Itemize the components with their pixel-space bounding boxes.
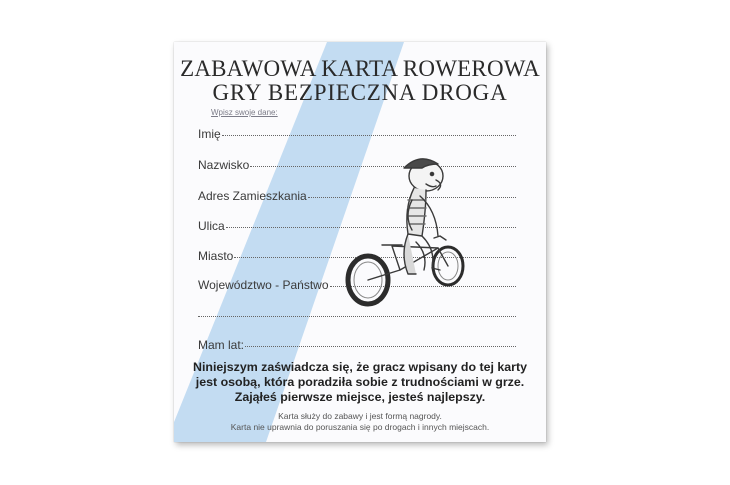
certification-statement bbox=[174, 360, 546, 405]
note-line-1: Karta służy do zabawy i jest formą nagrody. bbox=[278, 411, 442, 421]
statement-line-2: jest osobą, która poradziła sobie z trudnościami w grze. bbox=[195, 375, 525, 389]
field-name[interactable] bbox=[198, 127, 516, 141]
field-region-label: Województwo - Państwo bbox=[198, 278, 329, 292]
field-address-label: Adres Zamieszkania bbox=[198, 189, 307, 203]
fill-in-hint: Wpisz swoje dane: bbox=[211, 108, 278, 117]
field-surname-label: Nazwisko bbox=[198, 158, 250, 172]
field-age-label: Mam lat: bbox=[198, 338, 245, 352]
field-name-line bbox=[222, 135, 516, 136]
disclaimer-note bbox=[174, 411, 546, 432]
field-extra-line[interactable] bbox=[198, 316, 516, 317]
field-street-label: Ulica bbox=[198, 219, 225, 233]
bike-card bbox=[174, 42, 546, 442]
statement-line-3: Zająłeś pierwsze miejsce, jesteś najlepszy. bbox=[234, 390, 486, 404]
statement-line-1: Niniejszym zaświadcza się, że gracz wpisany do tej karty bbox=[193, 360, 527, 374]
field-city-label: Miasto bbox=[198, 249, 234, 263]
note-line-2: Karta nie uprawnia do poruszania się po drogach i innych miejscach. bbox=[230, 421, 490, 432]
field-age-line bbox=[245, 346, 516, 347]
cyclist-icon bbox=[342, 150, 482, 310]
field-name-label: Imię bbox=[198, 127, 221, 141]
card-title: ZABAWOWA KARTA ROWEROWA bbox=[180, 56, 540, 81]
card-subtitle: GRY BEZPIECZNA DROGA bbox=[212, 80, 508, 105]
field-age[interactable] bbox=[198, 338, 516, 352]
